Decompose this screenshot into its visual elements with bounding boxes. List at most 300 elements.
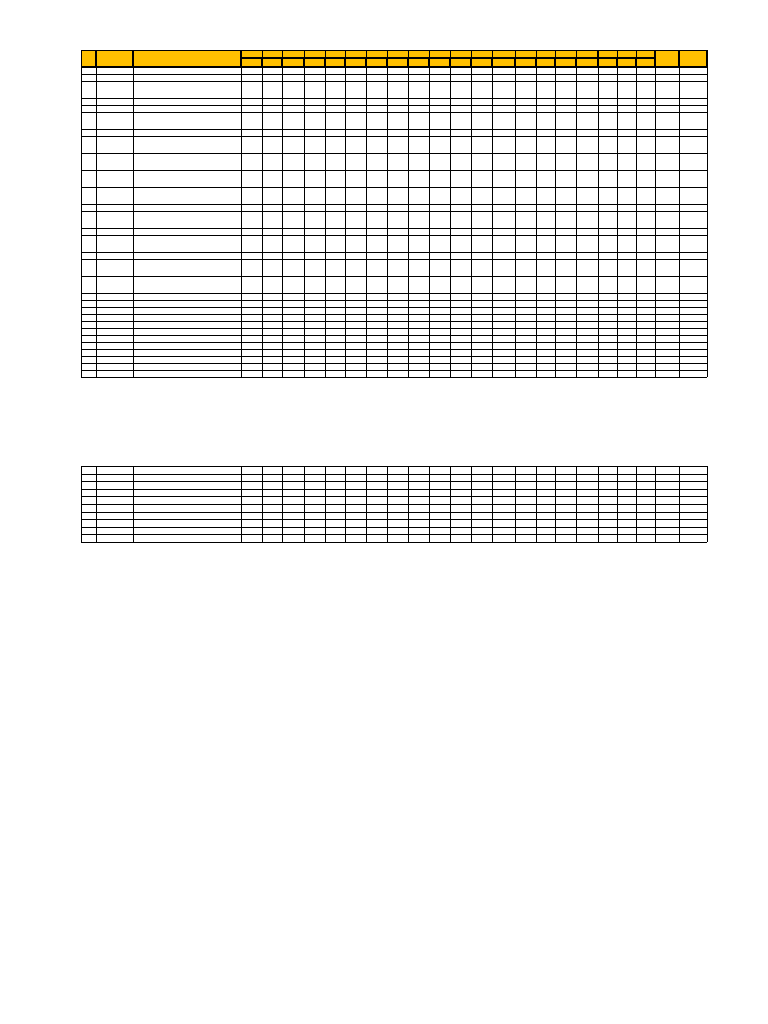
row-divider [81,377,707,378]
row-divider [81,512,707,513]
signature-role [515,573,675,580]
header-subject-11 [471,60,492,67]
row-divider [81,349,707,350]
score-cell [492,193,515,200]
score-cell [429,237,450,244]
row-number [81,82,96,89]
row-divider [81,235,707,236]
score-cell [536,241,555,248]
absen-cell [598,192,617,199]
score-cell [515,286,536,293]
row-divider [81,204,707,205]
row-divider [81,342,707,343]
column-divider [515,466,516,542]
column-divider [304,50,305,377]
absen-cell [598,141,617,148]
row-divider [81,363,707,364]
header-subject-13 [515,60,536,67]
absen-cell [617,264,636,271]
score-cell [366,155,387,162]
score-cell [304,269,325,276]
absen-cell [636,141,655,148]
score-cell [408,83,429,90]
score-cell [282,91,304,98]
score-cell [450,189,471,196]
score-cell [408,189,429,196]
average-value [655,86,679,93]
score-cell [492,217,515,224]
score-cell [345,83,366,90]
score-cell [492,265,515,272]
score-cell [241,269,262,276]
absen-cell [636,192,655,199]
score-cell [304,163,325,170]
column-divider [598,466,599,542]
column-divider [304,466,305,542]
header-nama [133,54,241,61]
score-cell [304,286,325,293]
column-divider [655,50,656,377]
header-subject-4 [325,60,345,67]
score-cell [536,87,555,94]
score-cell [366,237,387,244]
column-divider [707,50,708,377]
score-cell [325,146,345,153]
absen-cell [617,175,636,182]
absen-cell [598,264,617,271]
row-divider [81,187,707,188]
column-divider [133,50,134,377]
score-cell [325,221,345,228]
score-cell [471,122,492,129]
header-rata [655,51,679,58]
row-number [81,212,96,219]
column-divider [81,50,82,377]
header-subject-6 [366,60,387,67]
row-number [81,171,96,178]
row-number [81,137,96,144]
header-subject-10 [450,60,471,67]
score-cell [450,237,471,244]
score-cell [387,180,408,187]
score-cell [304,180,325,187]
score-cell [241,197,262,204]
row-divider [81,81,707,82]
score-cell [304,122,325,129]
column-divider [387,50,388,377]
row-divider [81,228,707,229]
row-divider [81,335,707,336]
score-cell [536,176,555,183]
average-value [655,240,679,247]
score-cell [241,91,262,98]
student-name [135,163,241,170]
score-cell [408,213,429,220]
score-cell [345,286,366,293]
student-name [135,197,241,204]
header-no [81,54,96,61]
column-divider [241,466,242,542]
rank-value [679,141,707,148]
score-cell [429,261,450,268]
row-divider [81,466,707,467]
absen-cell [636,240,655,247]
column-divider [576,466,577,542]
row-divider [81,211,707,212]
score-cell [408,138,429,145]
average-value [655,175,679,182]
score-cell [366,213,387,220]
score-cell [241,245,262,252]
column-divider [262,466,263,542]
row-divider [81,276,707,277]
average-value [655,216,679,223]
column-divider [96,50,97,377]
absen-cell [617,117,636,124]
column-divider [617,466,618,542]
row-divider [81,307,707,308]
score-cell [345,155,366,162]
score-cell [492,286,515,293]
column-divider [636,466,637,542]
column-divider [429,50,430,377]
column-divider [536,466,537,542]
kelas-value [115,41,135,48]
score-cell [515,118,536,125]
rank-value [679,158,707,165]
score-cell [387,122,408,129]
score-cell [282,146,304,153]
row-divider [81,504,707,505]
row-number [81,277,96,284]
score-cell [262,163,282,170]
score-cell [492,87,515,94]
score-cell [429,114,450,121]
score-cell [345,189,366,196]
average-value [655,192,679,199]
row-divider [81,67,707,68]
score-cell [387,163,408,170]
row-divider [81,370,707,371]
column-divider [492,50,493,377]
row-divider [81,74,707,75]
score-cell [366,83,387,90]
score-cell [325,269,345,276]
score-cell [515,193,536,200]
score-cell [471,146,492,153]
column-divider [366,466,367,542]
student-name [135,221,241,228]
absen-cell [617,86,636,93]
score-cell [450,83,471,90]
rank-value [679,192,707,199]
score-cell [262,286,282,293]
row-divider [81,252,707,253]
rank-value [679,117,707,124]
score-cell [366,138,387,145]
row-number [81,113,96,120]
header-subject-1 [262,60,282,67]
score-cell [515,87,536,94]
score-cell [366,261,387,268]
score-cell [429,189,450,196]
score-cell [325,286,345,293]
score-cell [325,91,345,98]
score-cell [450,155,471,162]
score-cell [262,269,282,276]
score-cell [536,265,555,272]
header-absen-0 [598,60,617,67]
score-cell [536,217,555,224]
row-divider [81,489,707,490]
score-cell [282,269,304,276]
score-cell [450,286,471,293]
header-subject-3 [304,60,325,67]
header-subject-12 [492,60,515,67]
average-value [655,117,679,124]
score-cell [515,265,536,272]
column-divider [515,50,516,377]
score-cell [345,261,366,268]
header-subject-5 [345,60,366,67]
absen-cell [617,158,636,165]
student-name [135,180,241,187]
row-divider [81,129,707,130]
score-cell [429,155,450,162]
absen-cell [636,86,655,93]
rank-value [679,240,707,247]
score-cell [262,146,282,153]
score-cell [241,122,262,129]
score-cell [345,138,366,145]
score-cell [241,146,262,153]
score-cell [345,213,366,220]
score-cell [387,221,408,228]
column-divider [387,466,388,542]
score-cell [345,237,366,244]
signature-name [515,603,675,610]
header-rata2 [655,59,679,66]
absen-cell [598,158,617,165]
student-name [135,245,241,252]
score-cell [429,172,450,179]
score-cell [471,221,492,228]
column-divider [471,50,472,377]
column-divider [429,466,430,542]
row-divider [81,293,707,294]
column-divider [408,466,409,542]
row-divider [81,474,707,475]
header-subject-16 [576,60,598,67]
column-divider [617,50,618,377]
score-cell [429,213,450,220]
score-cell [471,197,492,204]
row-divider [81,136,707,137]
score-cell [450,138,471,145]
column-divider [81,466,82,542]
score-cell [408,114,429,121]
row-divider [81,356,707,357]
column-divider [576,50,577,377]
score-cell [366,114,387,121]
score-cell [450,114,471,121]
score-cell [387,245,408,252]
row-divider [81,105,707,106]
column-divider [96,466,97,542]
column-divider [133,466,134,542]
student-name [135,146,241,153]
score-cell [282,286,304,293]
score-cell [515,142,536,149]
rank-value [679,264,707,271]
score-cell [325,197,345,204]
score-cell [515,176,536,183]
absen-cell [598,175,617,182]
column-divider [262,50,263,377]
rank-value [679,281,707,288]
score-cell [325,245,345,252]
score-cell [492,118,515,125]
score-cell [262,245,282,252]
score-cell [536,286,555,293]
score-cell [282,163,304,170]
row-divider [81,153,707,154]
row-divider [81,314,707,315]
score-cell [492,241,515,248]
score-cell [387,197,408,204]
column-divider [655,466,656,542]
score-cell [408,172,429,179]
score-cell [555,265,576,272]
score-cell [262,221,282,228]
absen-cell [617,141,636,148]
rank-value [679,86,707,93]
absen-cell [598,117,617,124]
score-cell [282,180,304,187]
absen-cell [636,175,655,182]
student-name [135,91,241,98]
column-divider [471,466,472,542]
header-absen-1 [617,60,636,67]
absen-cell [636,158,655,165]
score-cell [282,122,304,129]
average-value [655,158,679,165]
row-divider [81,542,707,543]
score-cell [536,193,555,200]
row-divider [81,328,707,329]
column-divider [598,50,599,377]
header-subject-2 [282,60,304,67]
absen-cell [636,117,655,124]
student-name [135,122,241,129]
column-divider [408,50,409,377]
score-cell [492,142,515,149]
row-number [81,154,96,161]
column-divider [492,466,493,542]
row-divider [81,534,707,535]
column-divider [325,50,326,377]
header-subject-8 [408,60,429,67]
column-divider [679,50,680,377]
score-cell [304,197,325,204]
score-cell [366,286,387,293]
column-divider [555,50,556,377]
student-name [135,269,241,276]
row-divider [81,50,707,51]
column-divider [282,466,283,542]
score-cell [515,159,536,166]
score-cell [429,138,450,145]
score-cell [387,286,408,293]
column-divider [325,466,326,542]
score-cell [492,176,515,183]
rata-rata-label [135,535,215,542]
score-cell [408,286,429,293]
score-cell [282,197,304,204]
score-cell [262,197,282,204]
header-subject-7 [387,60,408,67]
score-cell [262,122,282,129]
column-divider [366,50,367,377]
header-subject-9 [429,60,450,67]
header-absensi [598,51,655,58]
column-divider [679,466,680,542]
row-divider [81,519,707,520]
row-divider [81,527,707,528]
header-rank [679,54,707,61]
score-cell [450,213,471,220]
score-cell [471,180,492,187]
score-cell [408,237,429,244]
score-cell [241,286,262,293]
score-cell [450,172,471,179]
row-number [81,236,96,243]
score-cell [387,269,408,276]
score-cell [387,146,408,153]
score-cell [366,172,387,179]
score-cell [515,241,536,248]
score-cell [471,269,492,276]
score-cell [450,261,471,268]
student-name [135,285,241,292]
header-subject-0 [241,60,262,67]
absen-cell [617,240,636,247]
kelas-label [81,41,111,48]
score-cell [471,286,492,293]
score-cell [304,91,325,98]
student-name [135,277,241,284]
column-divider [555,466,556,542]
score-cell [262,91,282,98]
absen-cell [636,216,655,223]
absen-cell [598,216,617,223]
score-cell [304,146,325,153]
score-cell [345,114,366,121]
score-cell [325,163,345,170]
row-divider [81,170,707,171]
score-cell [515,217,536,224]
score-cell [345,172,366,179]
score-cell [325,180,345,187]
absen-cell [636,264,655,271]
score-cell [536,159,555,166]
score-cell [241,180,262,187]
score-cell [536,118,555,125]
row-divider [81,496,707,497]
absen-cell [617,192,636,199]
absen-cell [598,240,617,247]
header-subject-14 [536,60,555,67]
